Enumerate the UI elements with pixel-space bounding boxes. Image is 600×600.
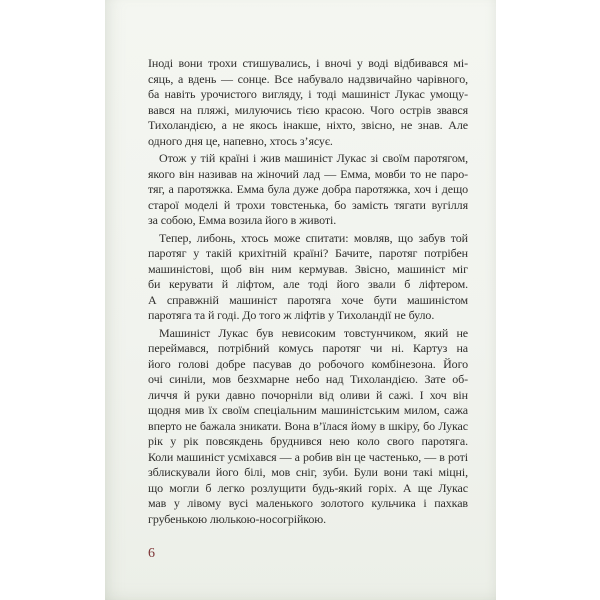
text-line: паротяг у такій крихітній країні? Бачите, паротяг потрібен — [148, 246, 468, 260]
text-line: за собою, Емма возила його в животі. — [148, 213, 337, 227]
text-line: тяг, а паротяжка. Емма була дуже добра паротяжка, хоч і дещо — [148, 182, 468, 196]
text-line: Коли машиніст усміхався — а робив він це частенько, — в роті — [148, 449, 468, 464]
text-line: старої моделі й трохи товстенька, бо замість тягати вугілля — [148, 197, 468, 212]
text-line: Тепер, либонь, хтось може спитати: мовляв, що забув той — [159, 230, 468, 245]
text-line: би керувати й ліфтом, але тоді його звали б ліфтером. — [148, 277, 468, 291]
book-page — [105, 0, 496, 600]
paragraph — [148, 56, 468, 149]
text-line: одного дня це, напевно, хтось з’ясує. — [148, 133, 333, 148]
text-line: грубенькою люлькою-носогрійкою. — [148, 511, 327, 526]
text-line: Іноді вони трохи стишувались, і вночі у воді відбивався мі- — [148, 56, 468, 70]
text-line: Тихоландією, а не якось інакше, ніхто, звісно, не знав. Але — [148, 118, 468, 132]
text-line: паротяга та й годі. До того ж ліфтів у Тихоландії не було. — [148, 308, 435, 322]
text-line: машиністові, щоб він ним кермував. Звісно, машиніст міг — [148, 261, 468, 276]
text-line: очі синіли, мов безхмарне небо над Тихоландією. Зате об- — [148, 372, 468, 386]
text-line: вперто не бажала зникати. Вона в’їлася йому в шкіру, бо Лукас — [148, 418, 468, 433]
text-line: його голові добре пасував до робочого комбінезона. Його — [148, 356, 468, 371]
text-line: рік у рік повсякдень бруднився нею коло свого паротяга. — [148, 434, 468, 448]
page-number: 6 — [148, 546, 155, 561]
text-line: личчя й руки давно почорніли від оливи й сажі. І хоч він — [148, 387, 468, 402]
paragraph — [148, 151, 468, 229]
text-line: вався на пляжі, милуючись тією красою. Чого острів звався — [148, 102, 468, 117]
page-text — [148, 56, 468, 527]
text-line: зблискували його білі, мов сніг, зуби. Були вони такі міцні, — [148, 465, 468, 479]
text-line: А справжній машиніст паротяга хоче бути машиністом — [148, 292, 468, 307]
paragraph — [148, 326, 468, 528]
text-line: Отож у тій країні і жив машиніст Лукас зі своїм паротягом, — [159, 151, 468, 165]
text-line: ба навіть урочистого вигляду, і тоді машиніст Лукас умощу- — [148, 87, 468, 101]
text-line: мав у лівому вусі маленького золотого кульчика і пахкав — [148, 496, 468, 510]
paragraph — [148, 231, 468, 324]
text-line: сяць, а вдень — сонце. Все набувало надзвичайно чарівного, — [148, 71, 468, 86]
text-line: переймався, потрібний комусь паротяг чи ні. Картуз на — [148, 341, 468, 355]
text-line: Машиніст Лукас був невисоким товстунчиком, який не — [159, 325, 468, 340]
text-line: якого він називав на жіночий лад — Емма, мовби то не паро- — [148, 166, 468, 181]
text-line: що могли б легко розлущити будь-який горіх. А ще Лукас — [148, 480, 468, 495]
text-line: щодня мив їх своїм спеціальним машиністським милом, сажа — [148, 403, 468, 417]
